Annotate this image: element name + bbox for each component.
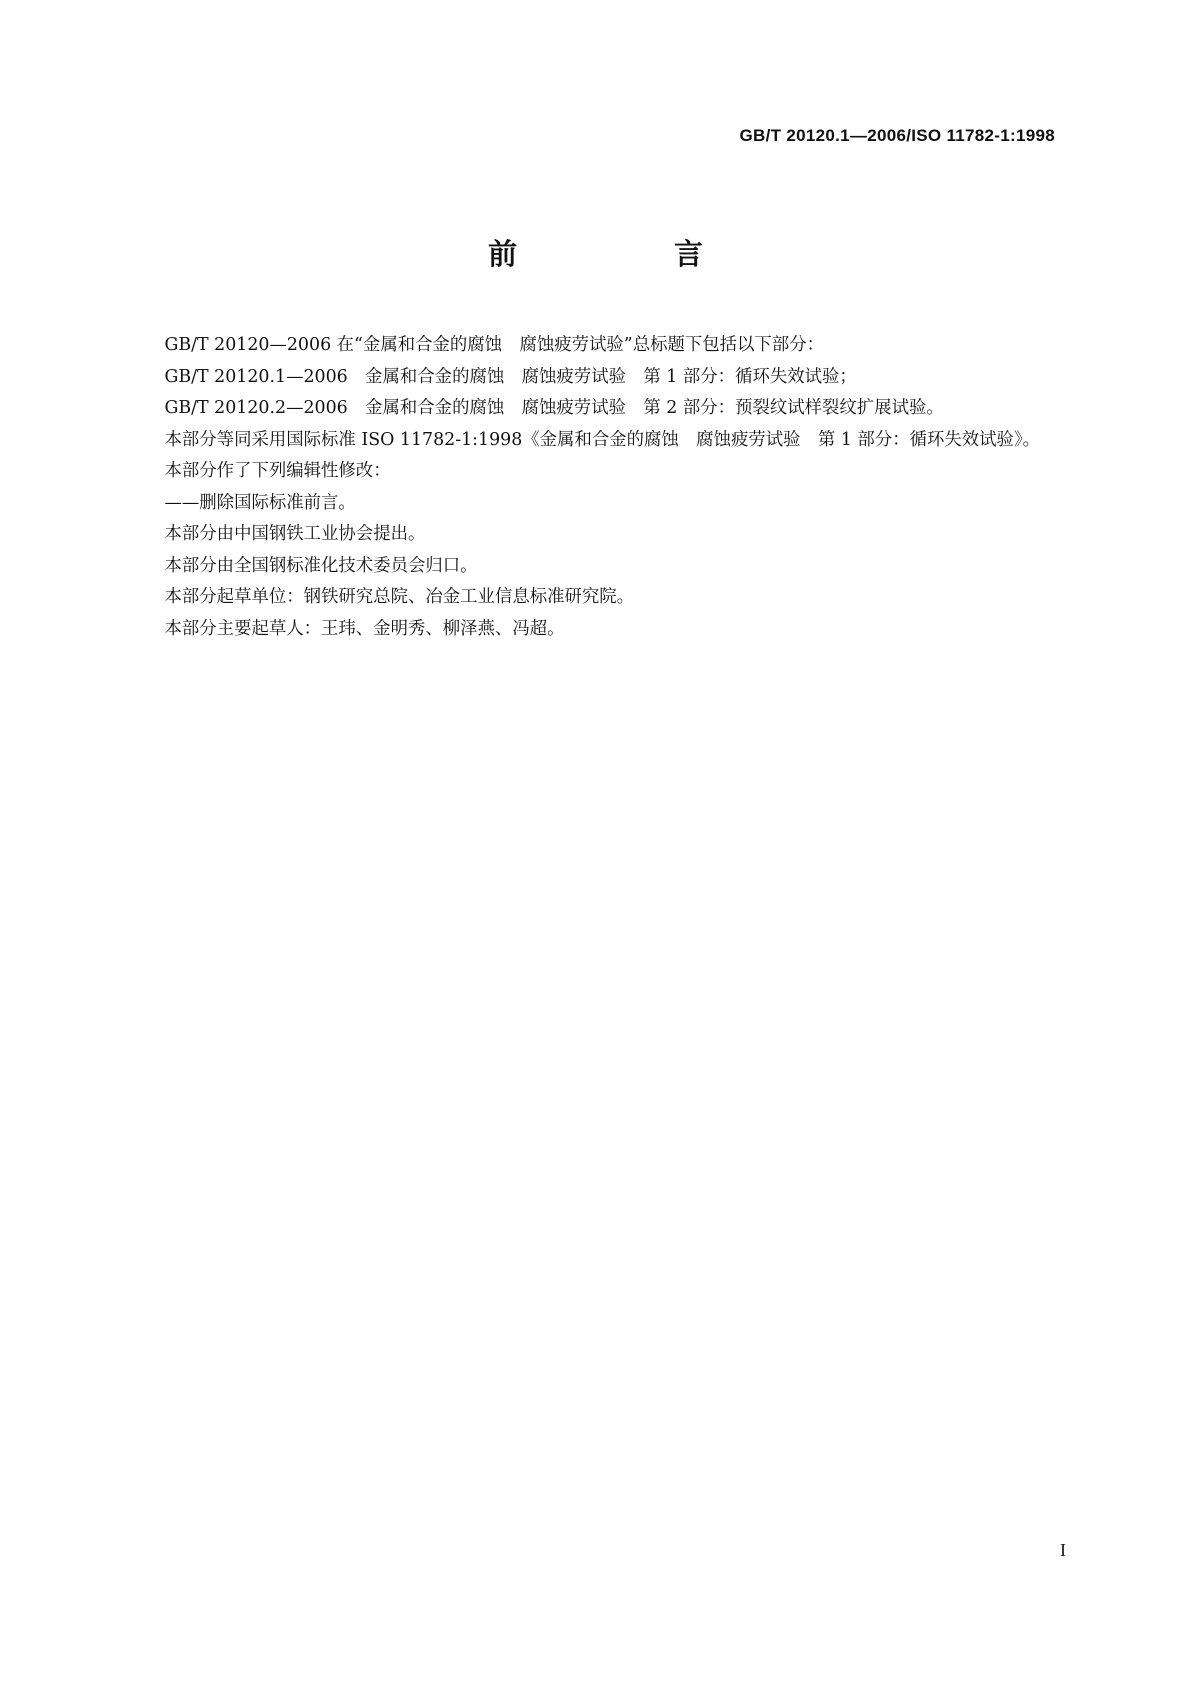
paragraph-adoption: 本部分等同采用国际标准 ISO 11782-1:1998《金属和合金的腐蚀 腐蚀疲劳试验 第 1 部分：循环失效试验》。 — [164, 429, 1041, 450]
paragraph-responsible-committee: 本部分由全国钢标准化技术委员会归口。 — [164, 555, 478, 576]
standard-code-header: GB/T 20120.1—2006/ISO 11782-1:1998 — [739, 126, 1055, 145]
paragraph-series-intro: GB/T 20120—2006 在“金属和合金的腐蚀 腐蚀疲劳试验”总标题下包括以下部分： — [164, 335, 824, 355]
page-number: I — [1060, 1540, 1066, 1560]
foreword-body — [121, 330, 1061, 645]
paragraph-part-1: GB/T 20120.1—2006 金属和合金的腐蚀 腐蚀疲劳试验 第 1 部分：循环失效试验； — [164, 366, 857, 387]
paragraph-drafters: 本部分主要起草人：王玮、金明秀、柳泽燕、冯超。 — [164, 618, 565, 639]
page-title: 前 言 — [487, 237, 767, 271]
paragraph-proposer: 本部分由中国钢铁工业协会提出。 — [164, 524, 426, 544]
paragraph-editorial-changes: 本部分作了下列编辑性修改： — [164, 461, 391, 481]
paragraph-drafting-units: 本部分起草单位：钢铁研究总院、冶金工业信息标准研究院。 — [164, 587, 635, 607]
paragraph-part-2: GB/T 20120.2—2006 金属和合金的腐蚀 腐蚀疲劳试验 第 2 部分：预裂纹试样裂纹扩展试验。 — [164, 398, 944, 418]
paragraph-change-item: ——删除国际标准前言。 — [164, 492, 356, 513]
